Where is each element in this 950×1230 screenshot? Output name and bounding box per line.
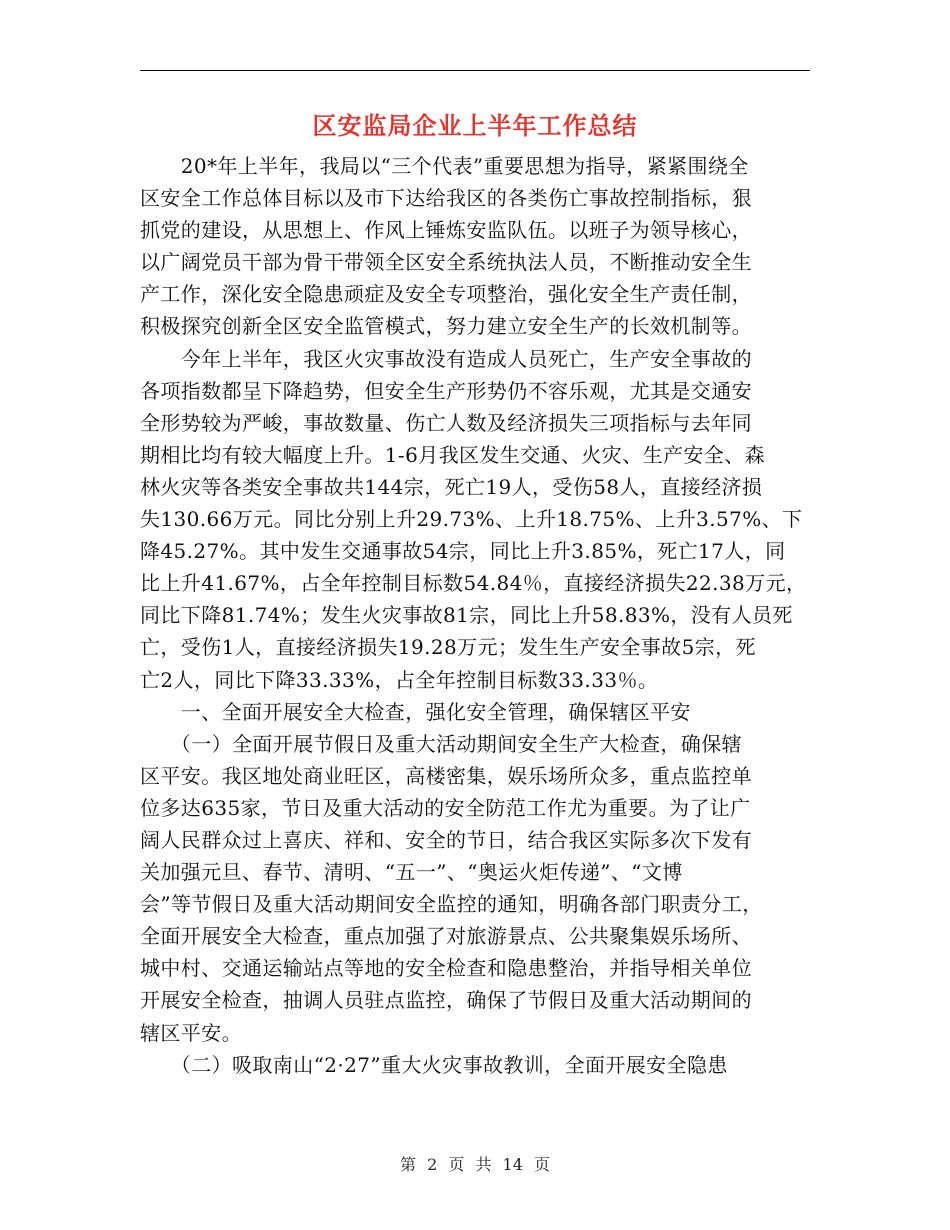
body-line: 阔人民群众过上喜庆、祥和、安全的节日，结合我区实际多次下发有: [140, 827, 752, 852]
body-line: 比上升41.67%，占全年控制目标数54.84％，直接经济损失22.38万元，: [140, 571, 807, 596]
document-body: [140, 150, 820, 1081]
body-line: 亡，受伤1人，直接经济损失19.28万元；发生生产安全事故5宗，死: [140, 635, 756, 660]
body-line: 区安全工作总体目标以及市下达给我区的各类伤亡事故控制指标，狠: [140, 186, 752, 211]
body-line: 积极探究创新全区安全监管模式，努力建立安全生产的长效机制等。: [140, 314, 752, 339]
body-line: 以广阔党员干部为骨干带领全区安全系统执法人员，不断推动安全生: [140, 250, 752, 275]
body-line: 城中村、交通运输站点等地的安全检查和隐患整治，并指导相关单位: [140, 956, 752, 981]
body-line: 全面开展安全大检查，重点加强了对旅游景点、公共聚集娱乐场所、: [140, 924, 752, 949]
body-line: 同比下降81.74%；发生火灾事故81宗，同比上升58.83%，没有人员死: [140, 603, 793, 628]
body-line: 今年上半年，我区火灾事故没有造成人员死亡，生产安全事故的: [140, 346, 752, 371]
body-line: 区平安。我区地处商业旺区，高楼密集，娱乐场所众多，重点监控单: [140, 763, 752, 788]
body-line: 关加强元旦、春节、清明、“五一”、“奥运火炬传递”、“文博: [140, 860, 683, 885]
body-line: 抓党的建设，从思想上、作风上锤炼安监队伍。以班子为领导核心，: [140, 218, 752, 243]
body-line: 20*年上半年，我局以“三个代表”重要思想为指导，紧紧围绕全: [140, 154, 749, 178]
body-line: 林火灾等各类安全事故共144宗，死亡19人，受伤58人，直接经济损: [140, 474, 763, 499]
body-line: 各项指数都呈下降趋势，但安全生产形势仍不容乐观，尤其是交通安: [140, 378, 752, 403]
body-line: 产工作，深化安全隐患顽症及安全专项整治，强化安全生产责任制，: [140, 282, 752, 307]
body-line: 期相比均有较大幅度上升。1-6月我区发生交通、火灾、生产安全、森: [140, 442, 766, 467]
body-line: 位多达635家，节日及重大活动的安全防范工作尤为重要。为了让广: [140, 795, 751, 820]
body-line: 会”等节假日及重大活动期间安全监控的通知，明确各部门职责分工，: [140, 892, 763, 917]
body-line: 辖区平安。: [140, 1020, 242, 1045]
header-rule: [140, 70, 810, 71]
body-line: 开展安全检查，抽调人员驻点监控，确保了节假日及重大活动期间的: [140, 988, 752, 1013]
body-line: 亡2人，同比下降33.33%，占全年控制目标数33.33％。: [140, 667, 659, 692]
body-line: 降45.27%。其中发生交通事故54宗，同比上升3.85%，死亡17人，同: [140, 539, 786, 564]
page-number: 第 2 页 共 14 页: [400, 1155, 550, 1174]
body-line: 全形势较为严峻，事故数量、伤亡人数及经济损失三项指标与去年同: [140, 410, 752, 435]
body-line: （一）全面开展节假日及重大活动期间安全生产大检查，确保辖: [140, 731, 742, 756]
section-heading: 一、全面开展安全大检查，强化安全管理，确保辖区平安: [140, 699, 691, 724]
body-line: 失130.66万元。同比分别上升29.73%、上升18.75%、上升3.57%、下: [140, 507, 803, 532]
body-line: （二）吸取南山“2·27”重大火灾事故教训，全面开展安全隐患: [140, 1052, 728, 1077]
document-title: 区安监局企业上半年工作总结: [312, 111, 638, 140]
